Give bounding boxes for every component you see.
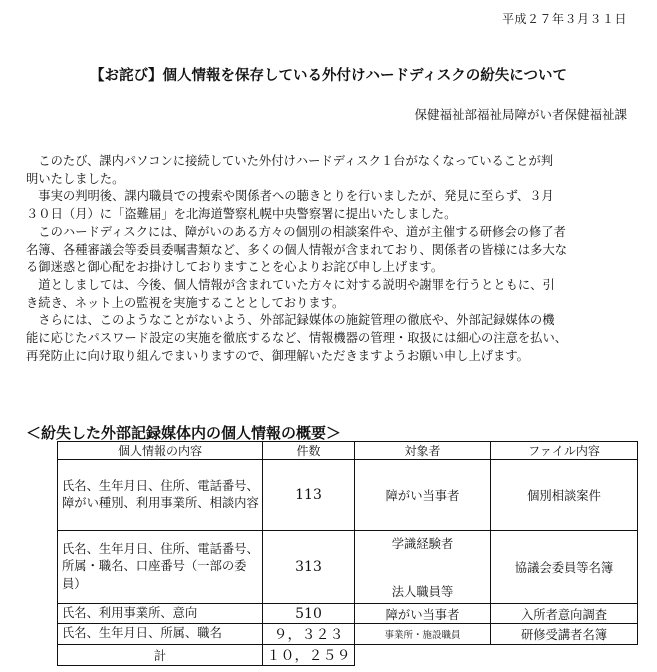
header-count: 件数 xyxy=(263,442,355,460)
cell-content: 氏名、利用事業所、意向 xyxy=(58,604,263,624)
body-line: 再発防止に向け取り組んでまいりますので、御理解いただきますようお願い申し上げます。 xyxy=(26,348,529,363)
cell-count: 313 xyxy=(263,531,355,604)
header-file: ファイル内容 xyxy=(491,442,638,460)
body-line: 能に応じたパスワード設定の実施を徹底するなど、情報機器の管理・取扱には細心の注意を払い、 xyxy=(26,331,568,346)
table-total-row xyxy=(58,645,638,666)
body-line: このハードディスクには、障がいのある方々の個別の相談案件や、道が主催する研修会の修了者 xyxy=(38,224,566,239)
target-academic: 学識経験者 xyxy=(391,537,454,551)
cell-total-label: 計 xyxy=(58,645,263,666)
table-header-row xyxy=(58,442,638,460)
cell-count: 113 xyxy=(263,460,355,531)
summary-section-title: ＜紛失した外部記録媒体内の個人情報の概要＞ xyxy=(26,424,342,442)
cell-total-count: １０，２５９ xyxy=(263,645,355,666)
cell-file: 個別相談案件 xyxy=(491,460,638,531)
body-line: このたび、課内パソコンに接続していた外付けハードディスク１台がなくなっていることが判 xyxy=(38,154,554,168)
department-name: 保健福祉部福祉局障がい者保健福祉課 xyxy=(414,107,627,122)
cell-content: 氏名、生年月日、住所、電話番号、所属・職名、口座番号（一部の委員） xyxy=(58,531,263,604)
document-date: 平成２７年３月３１日 xyxy=(501,12,627,26)
body-line: 事実の判明後、課内職員での捜索や関係者への聴きとりを行いましたが、発見に至らず、３月 xyxy=(38,189,554,204)
header-content: 個人情報の内容 xyxy=(58,442,263,460)
header-target: 対象者 xyxy=(355,442,491,460)
body-line: さらには、このようなことがないよう、外部記録媒体の施錠管理の徹底や、外部記録媒体の機 xyxy=(38,313,555,328)
cell-count: 510 xyxy=(263,604,355,624)
document-title: 【お詫び】個人情報を保存している外付けハードディスクの紛失について xyxy=(89,68,568,84)
cell-target: 障がい当事者 xyxy=(355,604,491,624)
cell-content: 氏名、生年月日、住所、電話番号、障がい種別、利用事業所、相談内容 xyxy=(58,460,263,531)
cell-target: 事業所・施設職員 xyxy=(355,624,491,645)
body-line: 明いたしました。 xyxy=(26,171,125,186)
apology-body xyxy=(26,153,636,365)
body-line: き続き、ネット上の監視を実施することとしております。 xyxy=(26,295,345,310)
body-line: る御迷惑と御心配をお掛けしておりますことを心よりお詫び申し上げます。 xyxy=(26,260,444,275)
cell-count: ９，３２３ xyxy=(263,624,355,645)
table-row xyxy=(58,624,638,645)
table-row xyxy=(58,531,638,604)
cell-file: 研修受講者名簿 xyxy=(491,624,638,645)
cell-file: 協議会委員等名簿 xyxy=(491,531,638,604)
target-corporate: 法人職員等 xyxy=(391,585,454,599)
cell-target: 障がい当事者 xyxy=(355,460,491,531)
cell-content: 氏名、生年月日、所属、職名 xyxy=(58,624,263,645)
personal-info-table xyxy=(57,441,638,666)
table-row xyxy=(58,604,638,624)
cell-file: 入所者意向調査 xyxy=(491,604,638,624)
cell-target xyxy=(355,531,491,604)
body-line: ３０日（月）に「盗難届」を北海道警察札幌中央警察署に提出いたしました。 xyxy=(26,207,457,222)
body-line: 名簿、各種審議会等委員委嘱書類など、多くの個人情報が含まれており、関係者の皆様には多大な xyxy=(26,242,568,257)
body-line: 道としましては、今後、個人情報が含まれていた方々に対する説明や謝罪を行うとともに、引 xyxy=(38,277,555,292)
table-row xyxy=(58,460,638,531)
